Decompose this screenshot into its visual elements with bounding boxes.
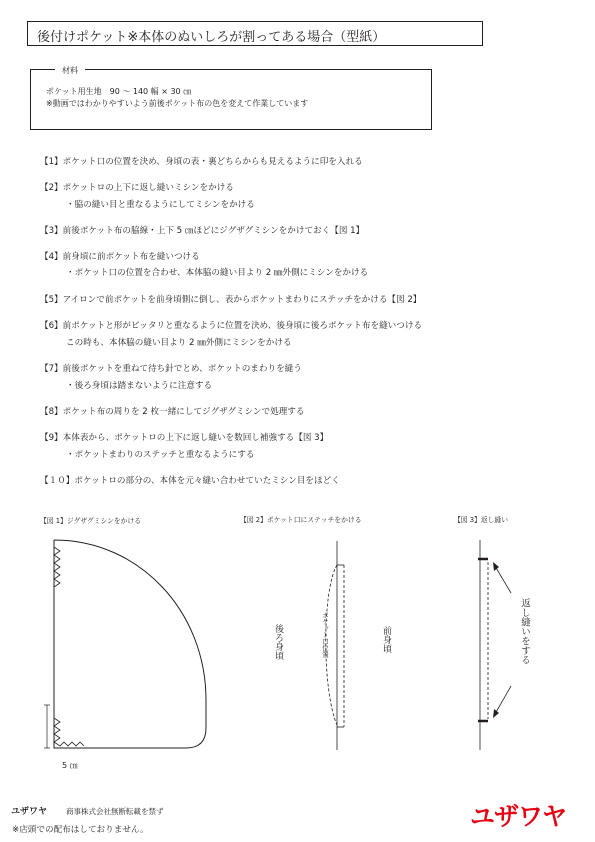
fig3-caption: 【図 3】返し縫い	[454, 516, 509, 524]
step-3: 【3】前後ポケット布の脇線・上下 5 ㎝ほどにジグザグミシンをかけておく【図 1】	[40, 226, 365, 236]
fig3-arrow-bottom	[495, 686, 511, 714]
step-6: 【6】前ポケットと形がピッタリと重なるように位置を決め、後身頃に後ろポケット布を縫いつける	[40, 321, 423, 331]
fig2-caption: 【図 2】ポケット口にステッチをかける	[240, 516, 362, 524]
step-1: 【1】ポケット口の位置を決め、身頃の表・裏どちらからも見えるように印を入れる	[40, 157, 363, 167]
step-7-note: ・後ろ身頃は踏まないように注意する	[66, 381, 213, 391]
fig2-pocket-label: ポケット口位置	[321, 612, 329, 658]
footer-copyright: 商事株式会社無断転載を禁ず	[66, 807, 164, 816]
step-4: 【4】前身頃に前ポケット布を縫いつける	[40, 252, 200, 262]
fig2-front-label: 前身頃	[381, 626, 391, 653]
step-7: 【7】前後ポケットを重ねて待ち針でとめ、ポケットのまわりを縫う	[40, 364, 302, 374]
step-9: 【9】本体表から、ポケットロの上下に返し縫いを数回し補強する【図 3】	[40, 433, 329, 443]
fig1-pocket-outline	[54, 540, 206, 748]
step-6-note: この時も、本体脇の縫い目より 2 ㎜外側にミシンをかける	[66, 338, 292, 348]
materials-note: ※動画ではわかりやすいよう前後ポケット布の色を変えて作業しています	[46, 99, 309, 108]
step-2: 【2】ポケットロの上下に返し縫いミシンをかける	[40, 183, 234, 193]
fig1-zigzag-bottom	[54, 718, 84, 746]
fig1-dimension: 5 ㎝	[62, 761, 78, 770]
fig1-zigzag-top	[54, 547, 60, 587]
step-2-note: ・脇の縫い目と重なるようにしてミシンをかける	[66, 200, 255, 210]
fig1-caption: 【図 1】ジグザグミシンをかける	[40, 517, 142, 525]
materials-fabric: ポケット用生地 90 〜 140 幅 × 30 ㎝	[46, 87, 192, 96]
step-9-note: ・ポケットまわりのステッチと重なるようにする	[66, 450, 255, 460]
step-5: 【5】アイロンで前ポケットを前身頃側に倒し、表からポケットまわりにステッチをかける【図 2】	[40, 295, 422, 305]
fig1-pattern	[44, 540, 206, 748]
fig3-diagram	[478, 540, 511, 750]
page-title: 後付けポケット※本体のぬいしろが割ってある場合（型紙）	[37, 30, 386, 45]
yuzawaya-logo: ユザワヤ	[470, 802, 567, 831]
step-4-note: ・ポケット口の位置を合わせ、本体脇の縫い目より 2 ㎜外側にミシンをかける	[66, 268, 369, 278]
fig3-arrow-top	[495, 566, 511, 593]
footer-brand: ユザワヤ	[11, 807, 48, 817]
step-8: 【8】ポケット布の周りを 2 枚一緒にしてジグザグミシンで処理する	[40, 407, 305, 417]
fig2-back-label: 後ろ身頃	[273, 624, 283, 660]
footer-notice: ※店頭での配布はしておりません。	[12, 825, 149, 835]
materials-label: 材料	[55, 65, 85, 76]
step-10: 【１０】ポケットロの部分の、本体を元々縫い合わせていたミシン目をほどく	[40, 476, 340, 486]
fig3-note: 返し縫いをする	[519, 598, 530, 665]
